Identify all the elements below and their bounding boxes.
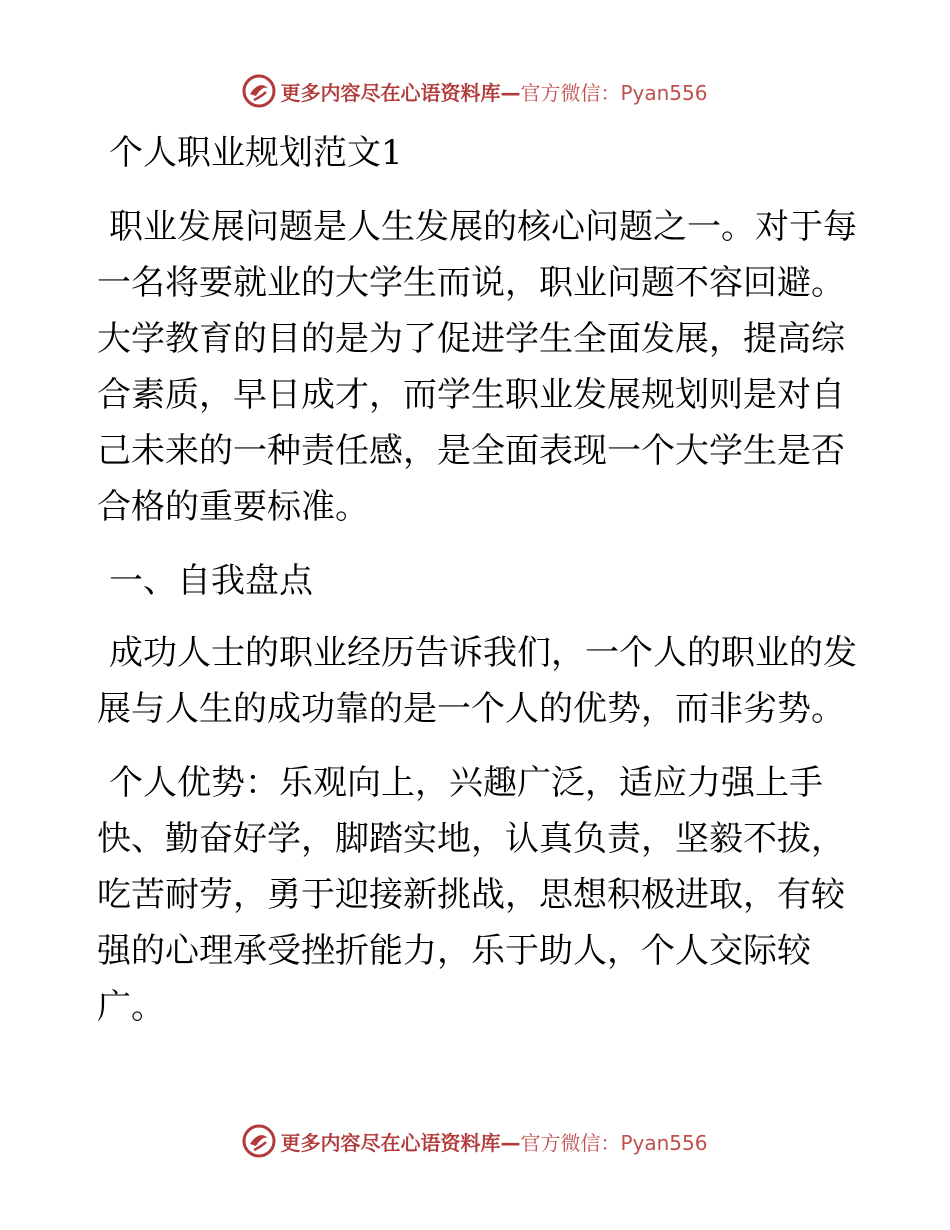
paragraph-strengths: 个人优势：乐观向上，兴趣广泛，适应力强上手快、勤奋好学，脚踏实地，认真负责，坚毅不拔，吃苦耐劳，勇于迎接新挑战，思想积极进取，有较强的心理承受挫折能力，乐于助人，个人交际较广。 — [97, 763, 845, 1027]
banner-wechat-text: 官方微信：Pyan556 — [520, 1130, 708, 1155]
header-banner — [0, 71, 950, 111]
paragraph-success: 成功人士的职业经历告诉我们，一个人的职业的发展与人生的成功靠的是一个人的优势，而非劣势。 — [97, 633, 857, 729]
paragraph-intro: 职业发展问题是人生发展的核心问题之一。对于每一名将要就业的大学生而说，职业问题不容回避。大学教育的目的是为了促进学生全面发展，提高综合素质，早日成才，而学生职业发展规划则是对自己未来的一种责任感，是全面表现一个大学生是否合格的重要标准。 — [97, 207, 857, 527]
banner-site-text: 更多内容尽在心语资料库— — [280, 80, 521, 105]
document-title: 个人职业规划范文1 — [109, 133, 403, 173]
banner-wechat-text: 官方微信：Pyan556 — [520, 80, 708, 105]
banner-site-text: 更多内容尽在心语资料库— — [280, 1130, 521, 1155]
document-body — [97, 125, 857, 1053]
footer-banner — [0, 1121, 950, 1161]
red-swirl-logo-icon — [242, 1124, 276, 1158]
red-swirl-logo-icon — [242, 74, 276, 108]
section-heading-self-inventory: 一、自我盘点 — [109, 561, 313, 601]
